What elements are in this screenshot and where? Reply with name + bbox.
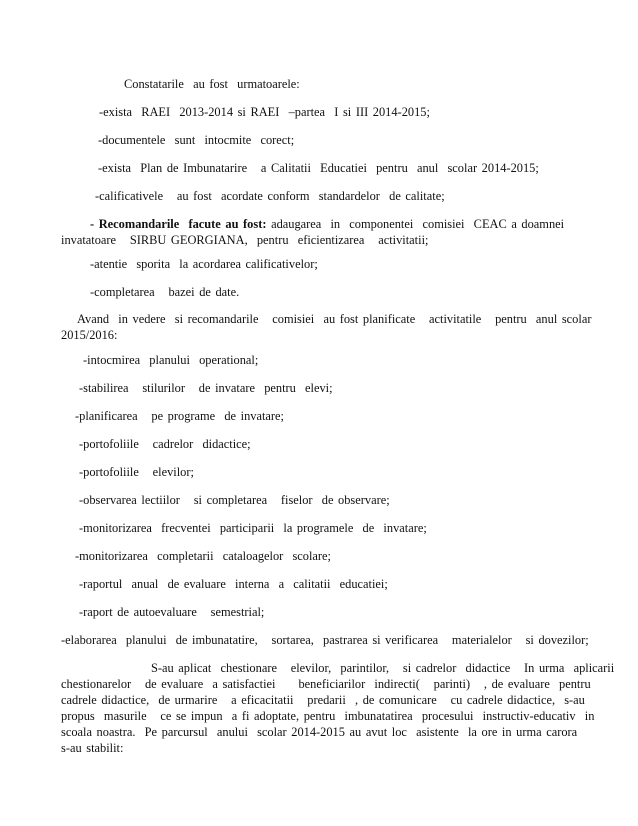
finding-line: -exista Plan de Imbunatarire a Calitatii Educatiei pentru anul scolar 2014-2015; [98, 161, 539, 175]
activity-item: -observarea lectiilor si completarea fiselor de observare; [79, 493, 390, 507]
intro-line: Constatarile au fost urmatoarele: [124, 77, 300, 91]
activity-item: -monitorizarea frecventei participarii la programele de invatare; [79, 521, 427, 535]
recommendation-item: -completarea bazei de date. [90, 285, 240, 299]
activity-item: -portofoliile elevilor; [79, 465, 194, 479]
activity-item: -elaborarea planului de imbunatatire, sortarea, pastrarea si verificarea materialelor si dovezilor; [61, 633, 589, 647]
finding-line: -exista RAEI 2013-2014 si RAEI –partea I si III 2014-2015; [99, 105, 430, 119]
activity-item: -raportul anual de evaluare interna a calitatii educatiei; [79, 577, 388, 591]
final-paragraph-line: S-au aplicat chestionare elevilor, parintilor, si cadrelor didactice In urma aplicarii [151, 661, 615, 675]
recommendation-item: -atentie sporita la acordarea calificativelor; [90, 257, 318, 271]
recommendations-text: adaugarea in componentei comisiei CEAC a doamnei [266, 217, 565, 231]
planning-line-cont: 2015/2016: [61, 328, 118, 342]
recommendations-text-cont: invatatoare SIRBU GEORGIANA, pentru eficientizarea activitatii; [61, 233, 429, 247]
activity-item: -portofoliile cadrelor didactice; [79, 437, 251, 451]
activity-item: -raport de autoevaluare semestrial; [79, 605, 265, 619]
finding-line: -calificativele au fost acordate conform standardelor de calitate; [95, 189, 445, 203]
activity-item: -stabilirea stilurilor de invatare pentru elevi; [79, 381, 333, 395]
activity-item: -monitorizarea completarii cataloagelor scolare; [75, 549, 332, 563]
finding-line: -documentele sunt intocmite corect; [98, 133, 295, 147]
final-paragraph-line: scoala noastra. Pe parcursul anului scolar 2014-2015 au avut loc asistente la ore in urma carora [61, 725, 578, 739]
planning-line: Avand in vedere si recomandarile comisiei au fost planificate activitatile pentru anul scolar [77, 312, 592, 326]
activity-item: -intocmirea planului operational; [83, 353, 259, 367]
final-paragraph-line: propus masurile ce se impun a fi adoptate, pentru imbunatatirea procesului instructiv-educativ in [61, 709, 595, 723]
final-paragraph-line: chestionarelor de evaluare a satisfactiei beneficiarilor indirecti( parinti) , de evaluare pentru [61, 677, 591, 691]
final-paragraph-line: cadrele didactice, de urmarire a eficacitatii predarii , de comunicare cu cadrele didactice, s-au [61, 693, 585, 707]
recommendations-line [90, 217, 564, 231]
final-paragraph-line: s-au stabilit: [61, 741, 124, 755]
activity-item: -planificarea pe programe de invatare; [75, 409, 284, 423]
recommendations-label: - Recomandarile facute au fost: [90, 217, 267, 231]
